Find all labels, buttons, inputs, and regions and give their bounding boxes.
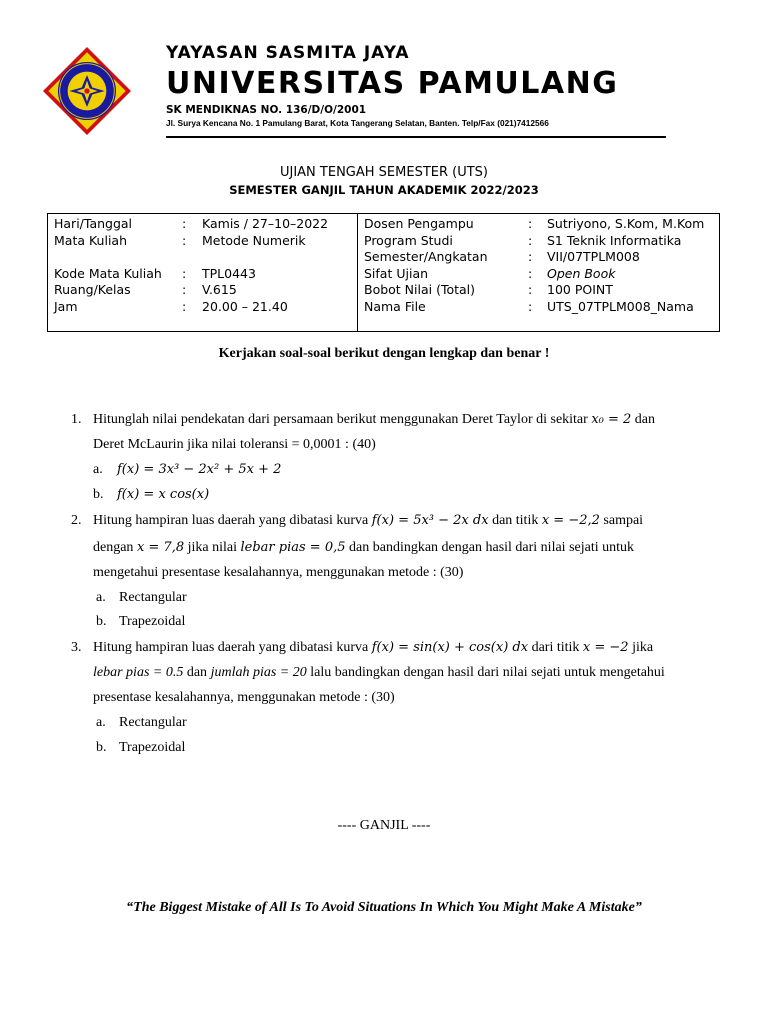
question-text: presentase kesalahannya, menggunakan metode : (30) bbox=[93, 690, 395, 705]
question-text: mengetahui presentase kesalahannya, menggunakan metode : (30) bbox=[93, 565, 464, 580]
question-text: Deret McLaurin jika nilai toleransi = 0,0001 : (40) bbox=[93, 437, 376, 452]
option-label: b. bbox=[96, 740, 107, 755]
question-number: 1. bbox=[71, 412, 82, 427]
question-number: 2. bbox=[71, 513, 82, 528]
option-text: Rectangular bbox=[119, 590, 187, 605]
exam-title: UJIAN TENGAH SEMESTER (UTS) bbox=[279, 165, 488, 180]
exam-info-table: Hari/Tanggal : Kamis / 27–10–2022 Mata Kuliah : Metode Numerik Kode Mata Kuliah : TPL0443 Ruang/Kelas : V.615 Jam : 20.00 – 21.40 Dosen Pengampu : Sutriyono, S.Kom, M.Kom Program Studi : S1 Teknik Informatika Semester/Angkatan : VII/07TPLM008 Sifat Ujian : Open Book Bobot Nilai (Total) : 100 POINT Nama File : UTS_07TPLM008_Nama bbox=[47, 213, 720, 332]
instruction: Kerjakan soal-soal berikut dengan lengkap dan benar ! bbox=[218, 346, 550, 361]
sk-decree: SK MENDIKNAS NO. 136/D/O/2001 bbox=[166, 104, 367, 116]
option-formula: f(x) = x cos(x) bbox=[117, 487, 210, 502]
question-number: 3. bbox=[71, 640, 82, 655]
option-text: Trapezoidal bbox=[119, 614, 186, 629]
question-text: lebar pias = 0.5 dan jumlah pias = 20 lalu bandingkan dengan hasil dari nilai sejati untuk mengetahui bbox=[93, 665, 665, 680]
question-text: Hitung hampiran luas daerah yang dibatasi kurva f(x) = sin(x) + cos(x) dx dari titik x = −2 jika bbox=[93, 640, 654, 655]
university-seal-icon bbox=[43, 47, 131, 135]
option-text: Rectangular bbox=[119, 715, 187, 730]
option-label: b. bbox=[93, 487, 104, 502]
option-label: a. bbox=[93, 462, 103, 477]
end-marker: ---- GANJIL ---- bbox=[337, 818, 431, 833]
question-text: Hitung hampiran luas daerah yang dibatasi kurva f(x) = 5x³ − 2x dx dan titik x = −2,2 sampai bbox=[93, 513, 644, 528]
table-column-divider bbox=[357, 213, 358, 332]
option-label: a. bbox=[96, 715, 106, 730]
exam-subtitle: SEMESTER GANJIL TAHUN AKADEMIK 2022/2023 bbox=[229, 183, 539, 197]
header-divider bbox=[166, 136, 666, 138]
question-text: Hitunglah nilai pendekatan dari persamaan berikut menggunakan Deret Taylor di sekitar x₀ = 2 dan bbox=[93, 412, 656, 427]
option-label: b. bbox=[96, 614, 107, 629]
question-text: dengan x = 7,8 jika nilai lebar pias = 0,5 dan bandingkan dengan hasil dari nilai sejati untuk bbox=[93, 540, 634, 555]
foundation-name: YAYASAN SASMITA JAYA bbox=[166, 43, 410, 63]
option-label: a. bbox=[96, 590, 106, 605]
option-text: Trapezoidal bbox=[119, 740, 186, 755]
university-name: UNIVERSITAS PAMULANG bbox=[166, 66, 619, 101]
closing-quote: “The Biggest Mistake of All Is To Avoid Situations In Which You Might Make A Mistake” bbox=[126, 900, 642, 915]
address-line: Jl. Surya Kencana No. 1 Pamulang Barat, Kota Tangerang Selatan, Banten. Telp/Fax (021)7412566 bbox=[166, 118, 549, 128]
option-formula: f(x) = 3x³ − 2x² + 5x + 2 bbox=[117, 462, 282, 477]
